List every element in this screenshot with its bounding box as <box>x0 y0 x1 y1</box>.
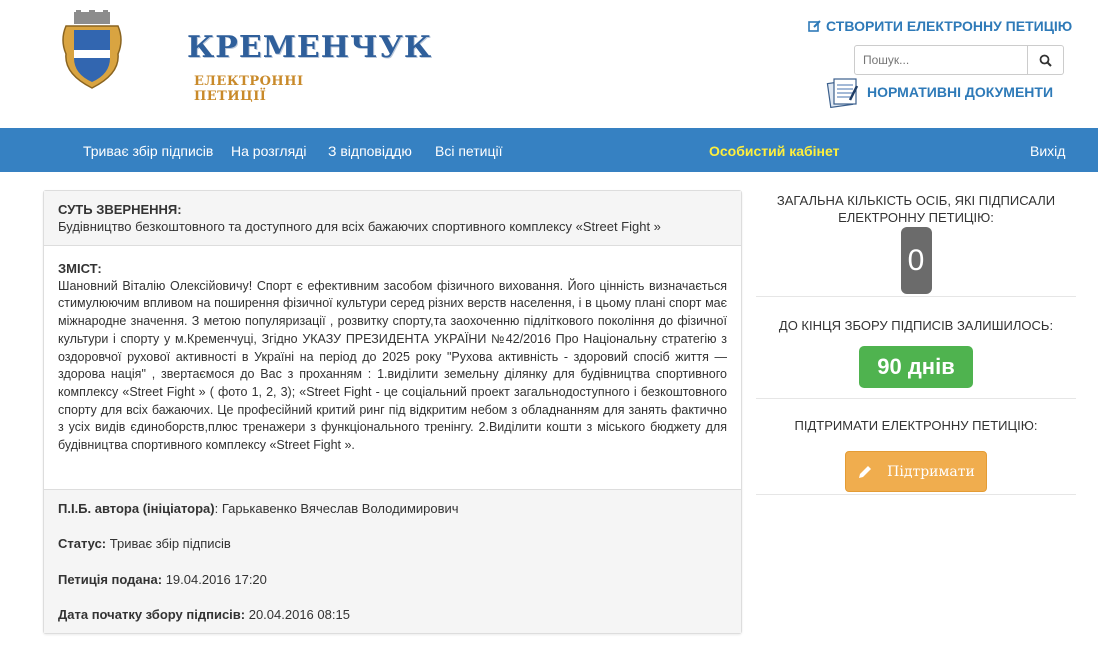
search-box <box>854 45 1064 75</box>
petition-essence <box>44 191 741 246</box>
author-label: П.І.Б. автора (ініціатора) <box>58 501 215 516</box>
petition-sidebar <box>756 190 1076 495</box>
support-button[interactable] <box>845 451 987 492</box>
search-icon <box>1039 54 1052 67</box>
nav-collecting[interactable]: Триває збір підписів <box>83 143 214 159</box>
search-button[interactable] <box>1028 45 1064 75</box>
nav-logout[interactable]: Вихід <box>1030 143 1066 159</box>
remaining-block <box>756 297 1076 399</box>
remaining-days-badge: 90 днів <box>859 346 973 388</box>
city-coat-of-arms-logo <box>60 10 124 90</box>
author-row <box>58 501 459 516</box>
main-navigation <box>0 128 1098 172</box>
site-header <box>0 0 1098 128</box>
edit-icon <box>808 19 822 33</box>
site-logo[interactable] <box>60 10 433 104</box>
start-date-value: 20.04.2016 08:15 <box>245 607 350 622</box>
support-title: ПІДТРИМАТИ ЕЛЕКТРОННУ ПЕТИЦІЮ: <box>794 418 1038 433</box>
content-text: Шановний Віталію Олексійовичу! Спорт є ефективним засобом фізичного виховання. Його цінність визначається стимулюючим впливом на поширення фізичної культури серед різних верств населення, і в цьому плані спорт має міжнародне значення. З метою популяризації , розвитку спорту,та заохоченню підліткового покоління до фізичної культури і спорту у м.Кременчуці, Згідно УКАЗУ ПРЕЗИДЕНТА УКРАЇНИ №42/2016 Про Національну стратегію з оздоровчої рухової активності в Україні на період до 2025 року "Рухова активність - здоровий спосіб життя — здорова нація" , звертаємося до Вас з проханням : 1.виділити земельну ділянку для будівництва спортивного комплексу «Street Fight » ( фото 1, 2, 3); «Street Fight - це соціальний проект загальнодоступного і безкоштовного спорту для всіх бажаючих. Це професійний критий ринг під відкритим небом з обладнанням для занять фактично з усіх видів єдиноборств,плюс тренажери з функціонального тренінгу. 2.Виділити кошти з міського бюджету для будівництва спортивного комплексу «Street Fight ». <box>58 278 727 453</box>
support-block <box>756 399 1076 495</box>
normative-documents-label: НОРМАТИВНІ ДОКУМЕНТИ <box>867 84 1054 100</box>
signatures-title: ЗАГАЛЬНА КІЛЬКІСТЬ ОСІБ, ЯКІ ПІДПИСАЛИ ЕЛЕКТРОННУ ПЕТИЦІЮ: <box>776 193 1056 225</box>
status-value: Триває збір підписів <box>106 536 231 551</box>
status-label: Статус: <box>58 536 107 551</box>
normative-documents-link[interactable] <box>826 76 1053 108</box>
logo-subtitle: ЕЛЕКТРОННІ ПЕТИЦІЇ <box>194 74 304 104</box>
documents-icon <box>826 76 859 108</box>
pencil-icon <box>857 464 873 480</box>
support-button-label: Підтримати <box>887 463 975 480</box>
remaining-title: ДО КІНЦЯ ЗБОРУ ПІДПИСІВ ЗАЛИШИЛОСЬ: <box>778 318 1054 333</box>
nav-personal-cabinet[interactable]: Особистий кабінет <box>709 143 840 159</box>
nav-all-petitions[interactable]: Всі петиції <box>435 143 503 159</box>
submitted-label: Петиція подана: <box>58 572 163 587</box>
submitted-row <box>58 572 267 587</box>
signatures-block <box>756 190 1076 297</box>
content-label: ЗМІСТ: <box>58 261 102 276</box>
nav-answered[interactable]: З відповіддю <box>328 143 412 159</box>
nav-under-review[interactable]: На розгляді <box>231 143 307 159</box>
petition-details <box>44 489 741 633</box>
essence-text: Будівництво безкоштовного та доступного для всіх бажаючих спортивного комплексу «Street Fight » <box>58 219 661 234</box>
create-petition-link[interactable] <box>808 18 1072 34</box>
petition-content <box>44 246 741 489</box>
petition-panel <box>43 190 742 634</box>
status-row <box>58 536 231 551</box>
essence-label: СУТЬ ЗВЕРНЕННЯ: <box>58 202 182 217</box>
start-date-row <box>58 607 350 622</box>
create-petition-label: СТВОРИТИ ЕЛЕКТРОННУ ПЕТИЦІЮ <box>826 18 1073 34</box>
search-input[interactable] <box>854 45 1028 75</box>
logo-title: КРЕМЕНЧУК <box>187 30 433 65</box>
start-date-label: Дата початку збору підписів: <box>58 607 246 622</box>
author-value: : Гарькавенко Вячеслав Володимирович <box>214 501 459 516</box>
submitted-value: 19.04.2016 17:20 <box>162 572 267 587</box>
signatures-count: 0 <box>901 227 932 294</box>
